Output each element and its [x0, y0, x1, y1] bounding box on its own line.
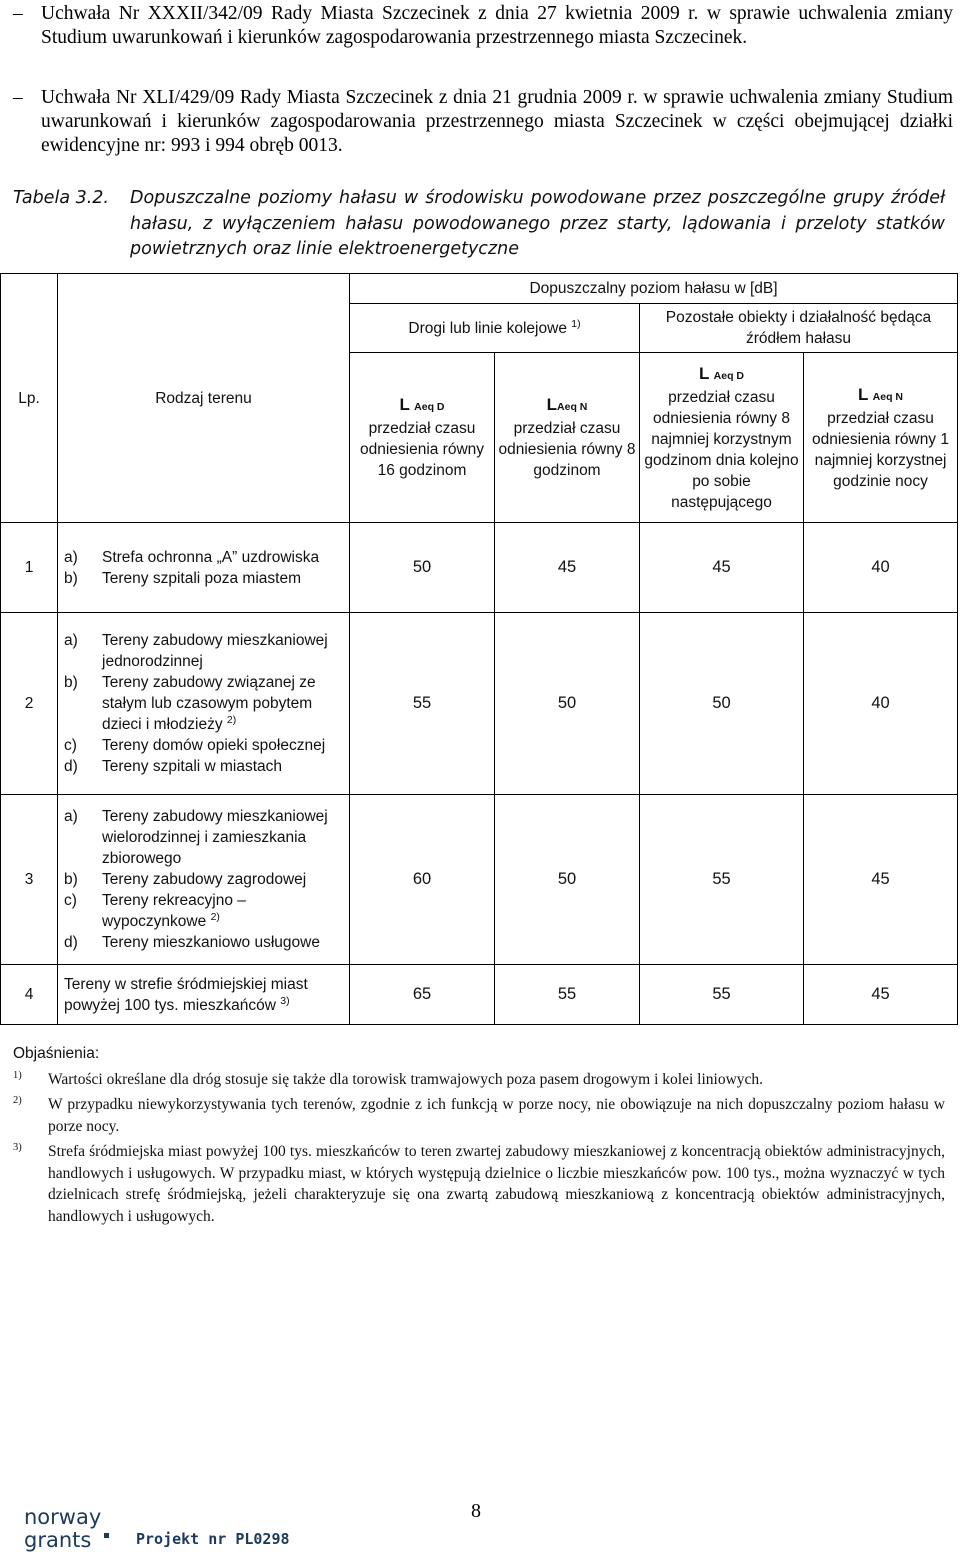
- note-number: 2): [13, 1095, 22, 1106]
- value-cell: 40: [804, 523, 958, 613]
- value-cell: 55: [495, 965, 640, 1025]
- row-area-type: Tereny w strefie śródmiejskiej miast powyżej 100 tys. mieszkańców $^{3)}$: [58, 965, 350, 1025]
- value-cell: 65: [350, 965, 495, 1025]
- table-row: [1, 795, 958, 965]
- value-cell: 50: [495, 795, 640, 965]
- footnote-ref: 2): [226, 713, 237, 726]
- footnote-ref: 2): [210, 910, 220, 923]
- table-caption: [13, 186, 945, 263]
- value-cell: 55: [640, 965, 804, 1025]
- bullet-text: Uchwała Nr XXXII/342/09 Rady Miasta Szczecinek z dnia 27 kwietnia 2009 r. w sprawie uchwalenia zmiany Studium uwarunkowań i kierunków zagospodarowania przestrzennego miasta Szczecinek.: [41, 3, 953, 48]
- row-area-type: [58, 523, 350, 613]
- header-laeq-d-8h: L Aeq D przedział czasu odniesienia równy 8 najmniej korzystnym godzinom dnia kolejno po sobie następującego: [640, 353, 804, 523]
- header-area-type: Rodzaj terenu: [58, 274, 350, 523]
- value-cell: 50: [640, 613, 804, 795]
- list-item: a) Strefa ochronna „A” uzdrowiska: [64, 548, 320, 566]
- value-cell: 45: [804, 795, 958, 965]
- note-number: 1): [13, 1069, 22, 1081]
- value-cell: 45: [804, 965, 958, 1025]
- noise-limits-table: [0, 273, 958, 1025]
- row-lp: 2: [1, 613, 58, 795]
- value-cell: 45: [495, 523, 640, 613]
- value-cell: 50: [350, 523, 495, 613]
- norway-grants-logo: [22, 1505, 132, 1553]
- bullet-dash: –: [13, 87, 23, 108]
- row-area-type: [58, 795, 350, 965]
- row-lp: 4: [1, 965, 58, 1025]
- table-row: [1, 523, 958, 613]
- page-number: 8: [471, 1500, 481, 1522]
- list-item: d) Tereny mieszkaniowo usługowe: [64, 934, 320, 951]
- header-laeq-d-16h: L Aeq D przedział czasu odniesienia równy 16 godzinom: [350, 353, 495, 523]
- logo-text: grants: [24, 1528, 92, 1552]
- bullet-item: [13, 2, 953, 50]
- bullet-dash: –: [13, 3, 23, 24]
- footnote-ref: 1): [571, 317, 581, 330]
- project-label: Projekt nr PL0298: [136, 1530, 290, 1548]
- header-lp: Lp.: [1, 274, 58, 523]
- header-roads: [350, 304, 640, 353]
- list-item: c) Tereny rekreacyjno – wypoczynkowe $^{2)}$: [64, 892, 246, 930]
- header-roads-label: Drogi lub linie kolejowe: [408, 319, 567, 337]
- table-header-row: [1, 274, 958, 304]
- list-item: d) Tereny szpitali w miastach: [64, 758, 283, 775]
- note-text: W przypadku niewykorzystywania tych terenów, zgodnie z ich funkcją w porze nocy, nie obowiązuje na nich dopuszczalny poziom hałasu w porze nocy.: [48, 1096, 945, 1135]
- notes-section: [13, 1043, 945, 1231]
- row-lp: 3: [1, 795, 58, 965]
- value-cell: 40: [804, 613, 958, 795]
- footnote-ref: 3): [280, 994, 290, 1007]
- table-caption-text: Dopuszczalne poziomy hałasu w środowisku powodowane przez poszczególne grupy źródeł hałasu, z wyłączeniem hałasu powodowanego przez starty, lądowania i przeloty statków powietrznych oraz linie elektroenergetyczne: [130, 188, 945, 259]
- list-item: a) Tereny zabudowy mieszkaniowej wielorodzinnej i zamieszkania zbiorowego: [64, 808, 328, 867]
- list-item: b) Tereny zabudowy związanej ze stałym lub czasowym pobytem dzieci i młodzieży $^{2)}$: [64, 674, 316, 733]
- table-row: [1, 613, 958, 795]
- header-other-sources: Pozostałe obiekty i działalność będąca źródłem hałasu: [640, 304, 958, 353]
- table-caption-label: Tabela 3.2.: [13, 188, 109, 208]
- row-area-type: [58, 613, 350, 795]
- note-text: Wartości określane dla dróg stosuje się także dla torowisk tramwajowych poza pasem drogowym i kolei liniowych.: [48, 1070, 764, 1088]
- value-cell: 45: [640, 523, 804, 613]
- bullet-text: Uchwała Nr XLI/429/09 Rady Miasta Szczecinek z dnia 21 grudnia 2009 r. w sprawie uchwalenia zmiany Studium uwarunkowań i kierunków zagospodarowania przestrzennego miasta Szczecinek w części obejmującej działki ewidencyjne nr: 993 i 994 obręb 0013.: [41, 87, 953, 156]
- header-laeq-n-1h: L Aeq N przedział czasu odniesienia równy 1 najmniej korzystnej godzinie nocy: [804, 353, 958, 523]
- note-item: [13, 1069, 945, 1091]
- list-item: a) Tereny zabudowy mieszkaniowej jednorodzinnej: [64, 632, 328, 670]
- value-cell: 55: [640, 795, 804, 965]
- list-item: b) Tereny zabudowy zagrodowej: [64, 871, 307, 888]
- note-item: [13, 1094, 945, 1137]
- logo-text: norway: [24, 1505, 102, 1529]
- note-item: [13, 1141, 945, 1227]
- note-text: Strefa śródmiejska miast powyżej 100 tys. mieszkańców to teren zwartej zabudowy mieszkaniowej z koncentracją obiektów administracyjnych, handlowych i usługowych. W przypadku miast, w których występują dzielnice o liczbie mieszkańców pow. 100 tys., można wyznaczyć w tych dzielnicach strefę śródmiejską, jeżeli charakteryzuje się ona zwartą zabudową mieszkaniową z koncentracją obiektów administracyjnych, handlowych i usługowych.: [48, 1143, 945, 1225]
- row-lp: 1: [1, 523, 58, 613]
- header-noise-group: Dopuszczalny poziom hałasu w [dB]: [350, 274, 958, 304]
- value-cell: 60: [350, 795, 495, 965]
- bullet-item: [13, 86, 953, 158]
- list-item: b) Tereny szpitali poza miastem: [64, 569, 301, 587]
- table-row: [1, 965, 958, 1025]
- value-cell: 50: [495, 613, 640, 795]
- notes-title: Objaśnienia:: [13, 1045, 100, 1062]
- list-item: c) Tereny domów opieki społecznej: [64, 737, 326, 754]
- header-laeq-n-8h: LAeq N przedział czasu odniesienia równy 8 godzinom: [495, 353, 640, 523]
- note-number: 3): [13, 1142, 22, 1153]
- logo-mark: [104, 1533, 109, 1538]
- value-cell: 55: [350, 613, 495, 795]
